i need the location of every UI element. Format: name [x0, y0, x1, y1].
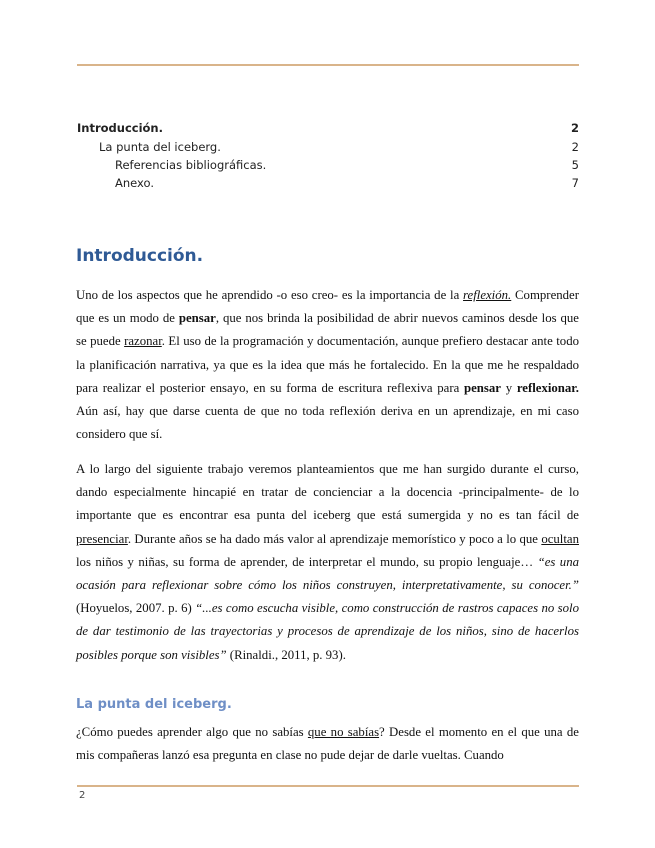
bold-word: pensar [464, 380, 501, 395]
toc-entry-page: 5 [571, 158, 579, 172]
toc-entry-referencias[interactable] [77, 158, 579, 176]
citation: (Rinaldi., 2011, p. 93). [226, 647, 346, 662]
underlined-word: razonar [124, 334, 162, 349]
text-run: los niños y niñas, su forma de aprender, de interpretar el mundo, su propio lenguaje… [76, 554, 538, 569]
intro-paragraph-1 [76, 284, 579, 446]
text-run: y [500, 380, 517, 395]
toc-entry-label: Introducción. [77, 121, 163, 135]
toc-entry-page: 7 [571, 176, 579, 190]
iceberg-paragraph-1 [76, 721, 579, 767]
text-run: ¿Cómo puedes aprender algo que no sabías [76, 725, 308, 739]
header-rule [77, 64, 579, 66]
toc-entry-label: Anexo. [115, 176, 154, 190]
citation: (Hoyuelos, 2007. p. 6) [76, 601, 196, 616]
text-run: . El uso de la programación y documentación, aunque prefiero destacar ante todo la planificación narrativa, ya que es la idea que más he fortalecido. En la que me he respaldado para realizar el posterior ensayo, en su forma de escritura reflexiva para [76, 334, 579, 395]
underlined-word: ocultan [541, 531, 579, 546]
toc-entry-page: 2 [570, 121, 579, 135]
section-heading-punta-iceberg: La punta del iceberg. [76, 697, 232, 712]
toc-entry-label: Referencias bibliográficas. [115, 158, 267, 172]
text-run: . Durante años se ha dado más valor al aprendizaje memorístico y poco a lo que [127, 531, 542, 546]
toc-entry-punta-iceberg[interactable] [77, 140, 579, 158]
text-run: Aún así, hay que darse cuenta de que no toda reflexión deriva en un aprendizaje, en mi caso considero que sí. [76, 404, 579, 442]
intro-paragraph-2 [76, 458, 579, 667]
toc-entry-page: 2 [571, 140, 579, 154]
bold-word: reflexionar. [516, 380, 580, 395]
quote-hoyuelos: “es una ocasión para reflexionar sobre cómo los niños construyen, interpretativamente, su conocer.” [76, 554, 580, 593]
text-run: A lo largo del siguiente trabajo veremos planteamientos que me han surgido durante el curso, dando especialmente hincapié en tratar de concienciar a la docencia -principalmente- de lo importante que es encontrar esa punta del iceberg que está sumergida y no es tan fácil de [76, 462, 579, 523]
text-run: , que nos brinda la posibilidad de abrir nuevos caminos desde los que se puede [76, 311, 579, 349]
quote-rinaldi: “...es como escucha visible, como construcción de rastros capaces no solo de dar testimonio de las trayectorias y procesos de aprendizaje de los niños, sino de hacerlos posibles porque son visibles” [76, 601, 580, 662]
section-heading-introduccion: Introducción. [76, 246, 204, 266]
toc-entry-label: La punta del iceberg. [99, 140, 221, 154]
bold-word: pensar [178, 311, 216, 326]
text-run: Uno de los aspectos que he aprendido -o eso creo- es la importancia de la [76, 288, 464, 302]
text-run: ? Desde el momento en el que una de mis compañeras lanzó esa pregunta en clase no pude dejar de darle vueltas. Cuando [76, 725, 579, 763]
reflexion-link[interactable]: reflexión. [463, 288, 512, 302]
underlined-phrase: que no sabías [307, 725, 380, 739]
toc-entry-introduccion[interactable] [77, 121, 579, 139]
page-number: 2 [79, 790, 86, 801]
footer-rule [77, 785, 579, 787]
text-run: Comprender que es un modo de [76, 288, 579, 326]
underlined-word: presenciar [76, 531, 128, 546]
toc-entry-anexo[interactable] [77, 176, 579, 194]
